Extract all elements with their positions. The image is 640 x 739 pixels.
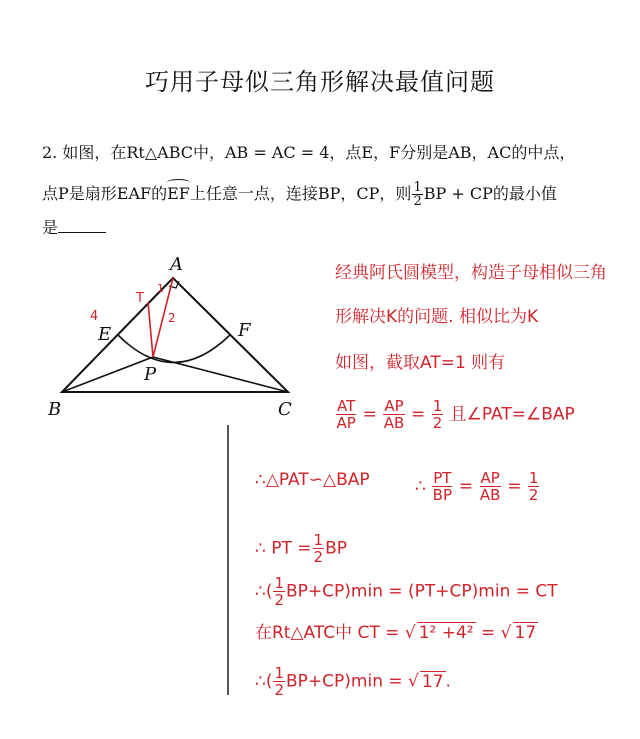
note-line-4: $\frac{AT}{AP}$ = $\frac{AP}{AB}$ = $\frac{1}{2}$ 且∠PAT=∠BAP: [336, 397, 575, 432]
segment-tp: [148, 302, 153, 357]
problem-text: BP + CP的最小值: [423, 184, 557, 203]
note-line-5: ∴△PAT∽△BAP: [255, 470, 370, 490]
label-2: 2: [168, 311, 176, 325]
arc-ef-figure: [118, 335, 230, 363]
problem-text: 上任意一点，连接BP，CP，则: [189, 184, 412, 203]
triangle-abc: [62, 278, 288, 392]
sqrt-sign: √: [404, 623, 416, 643]
label-f: F: [238, 320, 251, 341]
page-title: 巧用子母似三角形解决最值问题: [145, 68, 495, 96]
segment-bp: [62, 357, 153, 392]
note-line-6: ∴ $\frac{PT}{BP}$ = $\frac{AP}{AB}$ = $\frac{1}{2}$: [415, 469, 539, 504]
segment-cp: [153, 357, 288, 392]
label-c: C: [278, 399, 292, 420]
note-line-7: ∴ PT = $\frac{1}{2}$ BP: [255, 531, 347, 566]
problem-line-1: 2. 如图，在Rt△ABC中，AB = AC = 4，点E，F分别是AB，AC的中点，: [42, 143, 576, 162]
arc-ef: EF: [167, 182, 190, 206]
fraction-half: $\frac{1}{2}$: [528, 469, 539, 504]
label-b: B: [48, 399, 62, 420]
answer-blank: [58, 218, 106, 233]
note-line-9: 在Rt△ATC中 CT = √ 1² +4² = √ 17: [255, 623, 537, 643]
problem-line-3: [42, 216, 632, 240]
problem-text: 点P是扇形EAF的: [42, 184, 168, 203]
label-e: E: [98, 324, 112, 345]
note-line-3: 如图，截取AT=1 则有: [335, 353, 506, 373]
note-line-2: 形解决K的问题. 相似比为K: [335, 307, 539, 327]
fraction-ap-ab: $\frac{AP}{AB}$: [479, 469, 501, 504]
label-p: P: [144, 364, 157, 385]
radicand: 17: [514, 623, 537, 643]
fraction-half: $\frac{1}{2}$: [432, 397, 443, 432]
fraction-at-ap: $\frac{AT}{AP}$: [336, 397, 356, 432]
fraction-pt-bp: $\frac{PT}{BP}$: [432, 469, 453, 504]
fraction-half: $\frac{1}{2}$: [274, 574, 284, 609]
label-t: T: [136, 291, 144, 306]
radicand: 17: [421, 671, 444, 692]
fraction-ap-ab: $\frac{AP}{AB}$: [383, 397, 405, 432]
geometry-figure: [40, 240, 310, 430]
note-line-8: ∴( $\frac{1}{2}$ BP+CP)min = (PT+CP)min = CT: [255, 574, 558, 609]
sqrt-sign: √: [500, 623, 512, 643]
label-a: A: [170, 254, 183, 275]
margin-rule: [227, 425, 229, 695]
label-4: 4: [90, 309, 99, 324]
label-1: 1: [157, 282, 164, 295]
note-line-1: 经典阿氏圆模型，构造子母相似三角: [335, 263, 607, 283]
problem-line-2: [42, 181, 632, 208]
fraction-half: $\frac{1}{2}$: [413, 180, 422, 209]
fraction-half: $\frac{1}{2}$: [313, 531, 324, 566]
fraction-half: $\frac{1}{2}$: [274, 664, 284, 699]
sqrt-sign: √: [408, 671, 419, 692]
radicand: 1² +4²: [418, 623, 474, 643]
problem-text: 是: [42, 218, 59, 237]
note-line-10: ∴( $\frac{1}{2}$ BP+CP)min = √ 17 .: [255, 664, 451, 699]
